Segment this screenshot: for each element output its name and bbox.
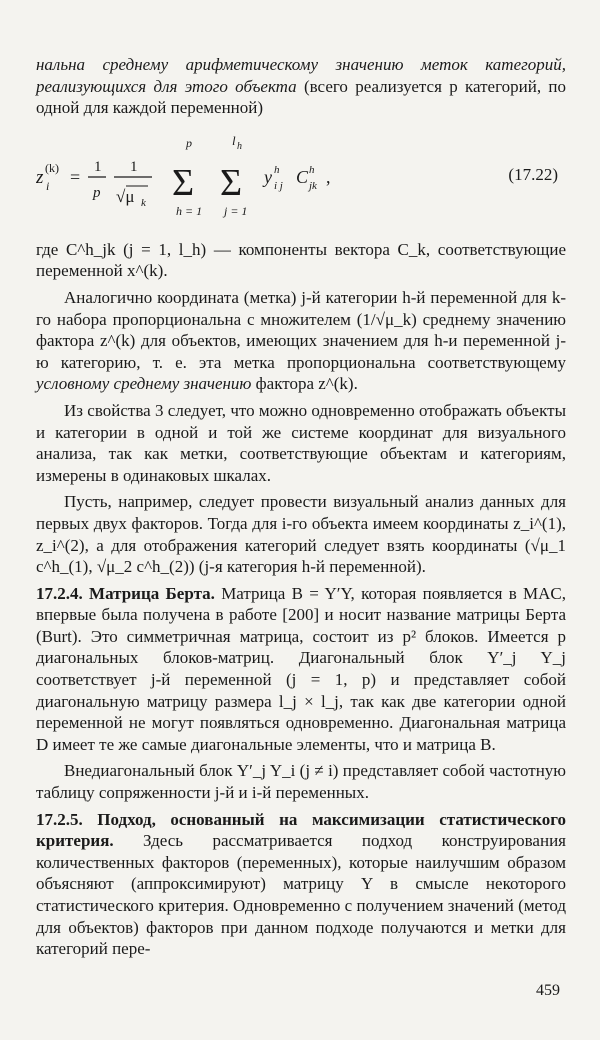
eq-frac1-num: 1 [94,158,102,175]
eq-lhs-sup: (k) [45,160,59,175]
section-heading-criterion: 17.2.5. Подход, основанный на максимизации статистического критерия. [36,809,566,851]
eq-term2-sub: jk [309,179,317,192]
section-body-criterion: Здесь рассматривается подход конструирования количественных факторов (переменных), которые наилучшим образом объясняют (аппроксимируют) матрицу Y в смысле некоторого статистического критерия. Одновременно с получением значений (метод для объектов) факторов при данном подходе получаются и метки для категорий пере- [36,831,566,959]
paragraph-offdiagonal: Внедиагональный блок Y′_j Y_i (j ≠ i) представляет собой частотную таблицу сопряженности j-й и i-й переменных. [36,761,566,803]
analog-italic: условному среднему значению [36,374,252,394]
paragraph-example: Пусть, например, следует провести визуальный анализ данных для первых двух факторов. Тогда для i-го объекта имеем координаты z_i^(1), z_i^(2), а для отображения категорий следует взять координаты (√μ_1 c^h_(1), √μ_2 c^h_(2)) (j-я категория h-й переменной). [36,492,566,577]
eq-sum1-top: p [186,135,192,150]
eq-term1: y [264,166,272,187]
eq-sum2-top-sub: h [237,140,242,152]
italic-lead: нальна среднему арифметическому значению меток категорий, реализующихся для этого объекта [36,55,566,96]
paragraph-continuation [36,54,566,119]
eq-term1-sub: i j [274,179,283,192]
analog-text-a: Аналогично координата (метка) j-й категории h-й переменной для k-го набора пропорциональна с множителем (1/√μ_k) среднему значению фактора z^(k) для объектов, имеющих значением для h-и переменной j-ю категорию, т. е. эта метка пропорциональна соответствующему [36,287,566,372]
paragraph-property-3: Из свойства 3 следует, что можно одновременно отображать объекты и категории в одной и той же системе координат для визуального анализа, так как метки, соответствующие объектам и категориям, измерены в одинаковых шкалах. [36,400,566,485]
eq-comma: , [326,166,331,187]
section-body-burt: Матрица B = Y′Y, которая появляется в MAC, впервые была получена в работе [200] и носит название матрицы Берта (Burt). Это симметричная матрица, состоит из p² блоков. Имеется p диагональных блоков-матриц. Диагональный блок Y′_j Y_j соответствует j-й переменной (j = 1, p) и представляет собой диагональную матрицу размера l_j × l_j, так как две категории одной переменной не могут появляться одновременно. Диагональная матрица D имеет те же самые диагональные элементы, что и матрица B. [36,583,566,754]
eq-sum2-sigma: Σ [220,161,243,204]
equation-number: (17.22) [508,164,558,184]
equation-graphic [36,125,566,233]
eq-frac1-den: p [93,184,101,201]
eq-frac2-den: √μ [116,186,135,206]
eq-sum2-top: l [232,132,236,148]
paragraph-where: где C^h_jk (j = 1, l_h) — компоненты вектора C_k, соответствующие переменной x^(k). [36,239,566,281]
paragraph-analog [36,287,566,395]
paragraph-rest: (всего реализуется p категорий, по одной для каждой переменной) [36,76,566,118]
eq-equals: = [70,166,81,187]
eq-sum2-bottom: j = 1 [224,203,248,218]
eq-sum1-bottom: h = 1 [176,203,203,218]
eq-frac2-den-sub: k [141,196,146,209]
section-17-2-4 [36,583,566,756]
eq-lhs-sub: i [46,178,50,193]
section-17-2-5 [36,809,566,960]
eq-term2: C [296,166,309,187]
equation-17-22 [36,125,566,233]
eq-term1-sup: h [274,163,280,176]
eq-frac2-num: 1 [130,158,138,175]
section-heading-burt: 17.2.4. Матрица Берта. [36,583,215,603]
eq-sum1-sigma: Σ [172,161,195,204]
eq-lhs: z [36,166,44,188]
page-number: 459 [536,982,560,999]
eq-term2-sup: h [309,163,315,176]
analog-text-b: фактора z^(k). [251,374,358,394]
